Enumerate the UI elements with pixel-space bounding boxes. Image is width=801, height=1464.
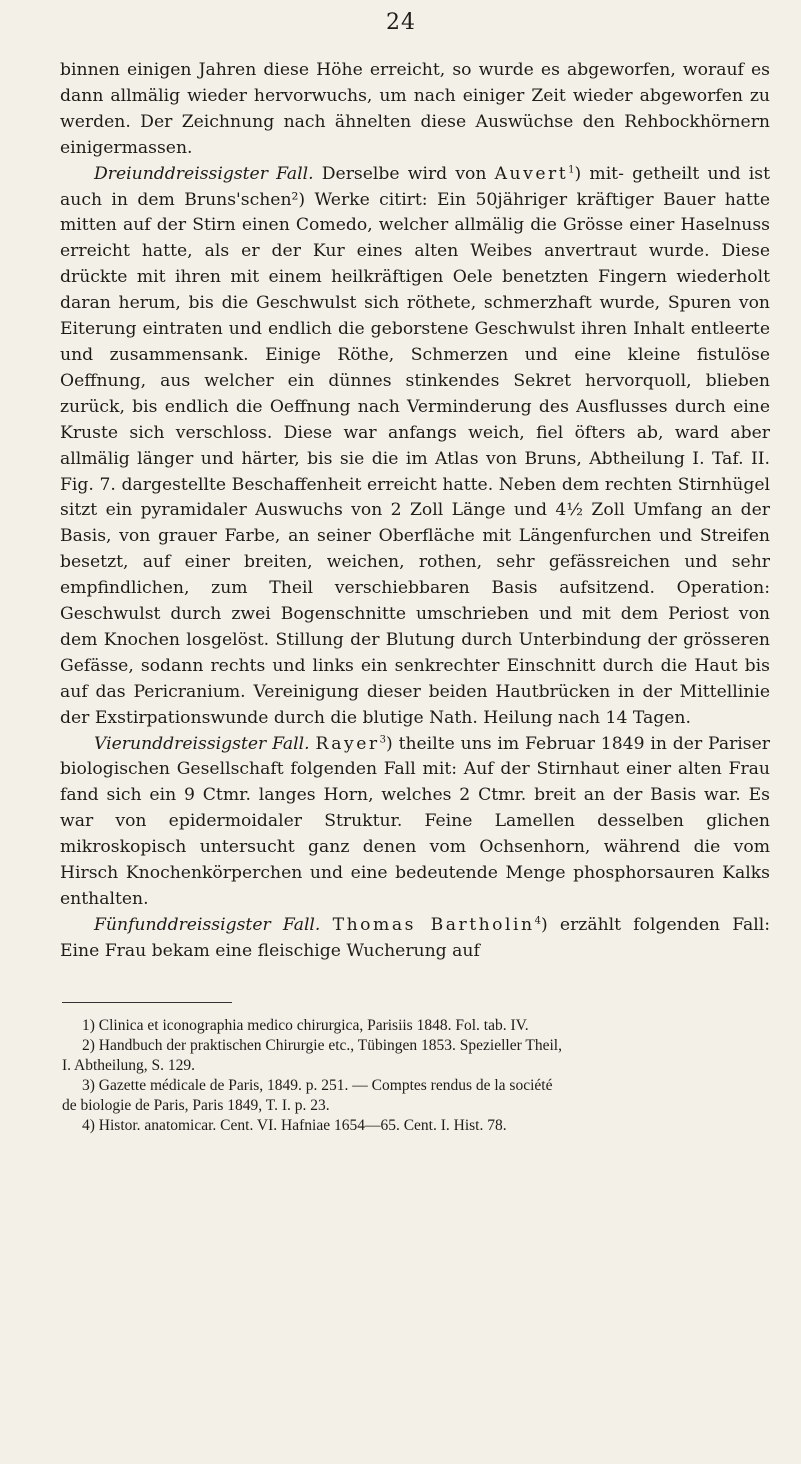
- footnote-divider: [62, 1002, 232, 1003]
- footnote-2: 2) Handbuch der praktischen Chirurgie etc., Tübingen 1853. Spezieller Theil,: [82, 1037, 562, 1054]
- case-33-author: Auvert: [494, 163, 569, 184]
- footnote-ref: 4: [534, 915, 541, 927]
- text-line: Auswüchse den Rehbockhörnern einigermassen.: [60, 111, 770, 158]
- text-line: binnen einigen Jahren diese Höhe erreicht, so wurde es abgeworfen,: [60, 60, 676, 80]
- footnote-ref: 1: [568, 163, 575, 175]
- case-33-paragraph: Dreiunddreissigster Fall. Derselbe wird von Auvert$^1$) mit- getheilt und ist auch in dem Bruns'schen²) Werke citirt: Ein 50jähriger kräftiger Bauer hatte mitten auf der Stirn einen Comedo, welcher allmälig die Grösse einer Haselnuss erreicht hatte, als er der Kur eines alten Weibes anvertraut wurde. Diese drückte mit ihren mit einem heilkräftigen Oele benetzten Fingern wiederholt daran herum, bis die Geschwulst sich röthete, schmerzhaft wurde, Spuren von Eiterung eintraten und endlich die geborstene Geschwulst ihren Inhalt entleerte und zusammensank. Einige Röthe, Schmerzen und eine kleine fistulöse Oeffnung, aus welcher ein dünnes stinkendes Sekret hervorquoll, blieben zurück, bis endlich die Oeffnung nach Verminderung des Ausflusses durch eine Kruste sich verschloss. Diese war anfangs weich, fiel öfters ab, ward aber allmälig länger und härter, bis sie die im Atlas von Bruns, Abtheilung I. Taf. II. Fig. 7. dargestellte Beschaffenheit erreicht hatte. Neben dem rechten Stirnhügel sitzt ein pyramidaler Auswuchs von 2 Zoll Länge und 4½ Zoll Umfang an der Basis, von grauer Farbe, an seiner Oberfläche mit Längenfurchen und Streifen besetzt, auf einer breiten, weichen, rothen, sehr gefässreichen und sehr empfindlichen, zum Theil verschiebbaren Basis aufsitzend. Operation: Geschwulst durch zwei Bogenschnitte umschrieben und mit dem Periost von dem Knochen losgelöst. Stillung der Blutung durch Unterbindung der grösseren Gefässe, sodann rechts und links ein senkrechter Einschnitt durch die Haut bis auf das Pericranium. Vereinigung dieser beiden Hautbrücken in der Mittellinie der Exstirpationswunde durch die blutige Nath. Heilung nach 14 Tagen.: [60, 163, 770, 728]
- case-33-title: Dreiunddreissigster Fall.: [94, 163, 314, 184]
- footnote-3-cont: de biologie de Paris, Paris 1849, T. I. p. 23.: [62, 1097, 330, 1114]
- footnote-2-cont: I. Abtheilung, S. 129.: [62, 1057, 196, 1074]
- text-line: wieder abgeworfen zu werden. Der Zeichnung nach ähnelten diese: [60, 85, 770, 132]
- case-33-intro: Derselbe wird von: [321, 163, 487, 184]
- footnote-1: 1) Clinica et iconographia medico chirurgica, Parisiis 1848. Fol. tab. IV.: [82, 1017, 529, 1034]
- footnote-3: 3) Gazette médicale de Paris, 1849. p. 251. — Comptes rendus de la société: [82, 1077, 553, 1094]
- body-text: [60, 58, 770, 965]
- case-35-author: Thomas Bartholin: [332, 914, 535, 935]
- case-35-text: erzählt folgenden Fall: Eine Frau bekam eine fleischige Wucherung auf: [60, 914, 770, 961]
- case-34-text: theilte uns im Februar 1849 in der Pariser biologischen Gesellschaft folgenden Fall mit: Auf der Stirnhaut einer alten Frau fand sich ein 9 Ctmr. langes Horn, welches 2 Ctmr. breit an der Basis war. Es war von epidermoidaler Struktur. Feine Lamellen desselben glichen mikroskopisch untersucht ganz denen vom Ochsenhorn, während die vom Hirsch Knochenkörperchen und eine bedeutende Menge phosphorsauren Kalks enthalten.: [60, 733, 770, 909]
- case-34-paragraph: Vierunddreissigster Fall. Rayer$^3$) theilte uns im Februar 1849 in der Pariser biologischen Gesellschaft folgenden Fall mit: Auf der Stirnhaut einer alten Frau fand sich ein 9 Ctmr. langes Horn, welches 2 Ctmr. breit an der Basis war. Es war von epidermoidaler Struktur. Feine Lamellen desselben glichen mikroskopisch untersucht ganz denen vom Ochsenhorn, während die vom Hirsch Knochenkörperchen und eine bedeutende Menge phosphorsauren Kalks enthalten.: [60, 733, 770, 909]
- footnotes: [62, 1016, 762, 1136]
- paragraph-continuation: [60, 58, 770, 162]
- case-35-title: Fünfunddreissigster Fall.: [94, 914, 321, 935]
- case-34-author: Rayer: [315, 733, 380, 754]
- page-number: 24: [386, 10, 416, 35]
- text-line: worauf es dann allmälig wieder hervorwuchs, um nach einiger Zeit: [60, 60, 770, 106]
- case-35-paragraph: Fünfunddreissigster Fall. Thomas Bartholin$^4$) erzählt folgenden Fall: Eine Frau bekam eine fleischige Wucherung auf: [60, 914, 770, 961]
- footnote-ref: 3: [379, 733, 386, 745]
- case-33-text: getheilt und ist auch in dem Bruns'schen²) Werke citirt: Ein 50jähriger kräftiger Bauer hatte mitten auf der Stirn einen Comedo, welcher allmälig die Grösse einer Haselnuss erreicht hatte, als er der Kur eines alten Weibes anvertraut wurde. Diese drückte mit ihren mit einem heilkräftigen Oele benetzten Fingern wiederholt daran herum, bis die Geschwulst sich röthete, schmerzhaft wurde, Spuren von Eiterung eintraten und endlich die geborstene Geschwulst ihren Inhalt entleerte und zusammensank. Einige Röthe, Schmerzen und eine kleine fistulöse Oeffnung, aus welcher ein dünnes stinkendes Sekret hervorquoll, blieben zurück, bis endlich die Oeffnung nach Verminderung des Ausflusses durch eine Kruste sich verschloss. Diese war anfangs weich, fiel öfters ab, ward aber allmälig länger und härter, bis sie die im Atlas von Bruns, Abtheilung I. Taf. II. Fig. 7. dargestellte Beschaffenheit erreicht hatte. Neben dem rechten Stirnhügel sitzt ein pyramidaler Auswuchs von 2 Zoll Länge und 4½ Zoll Umfang an der Basis, von grauer Farbe, an seiner Oberfläche mit Längenfurchen und Streifen besetzt, auf einer breiten, weichen, rothen, sehr gefässreichen und sehr empfindlichen, zum Theil verschiebbaren Basis aufsitzend. Operation: Geschwulst durch zwei Bogenschnitte umschrieben und mit dem Periost von dem Knochen losgelöst. Stillung der Blutung durch Unterbindung der grösseren Gefässe, sodann rechts und links ein senkrechter Einschnitt durch die Haut bis auf das Pericranium. Vereinigung dieser beiden Hautbrücken in der Mittellinie der Exstirpationswunde durch die blutige Nath. Heilung nach 14 Tagen.: [60, 163, 770, 728]
- case-33-text-hyphen: mit-: [589, 163, 624, 184]
- case-34-title: Vierunddreissigster Fall.: [94, 733, 310, 754]
- footnote-4: 4) Histor. anatomicar. Cent. VI. Hafniae 1654—65. Cent. I. Hist. 78.: [82, 1117, 507, 1134]
